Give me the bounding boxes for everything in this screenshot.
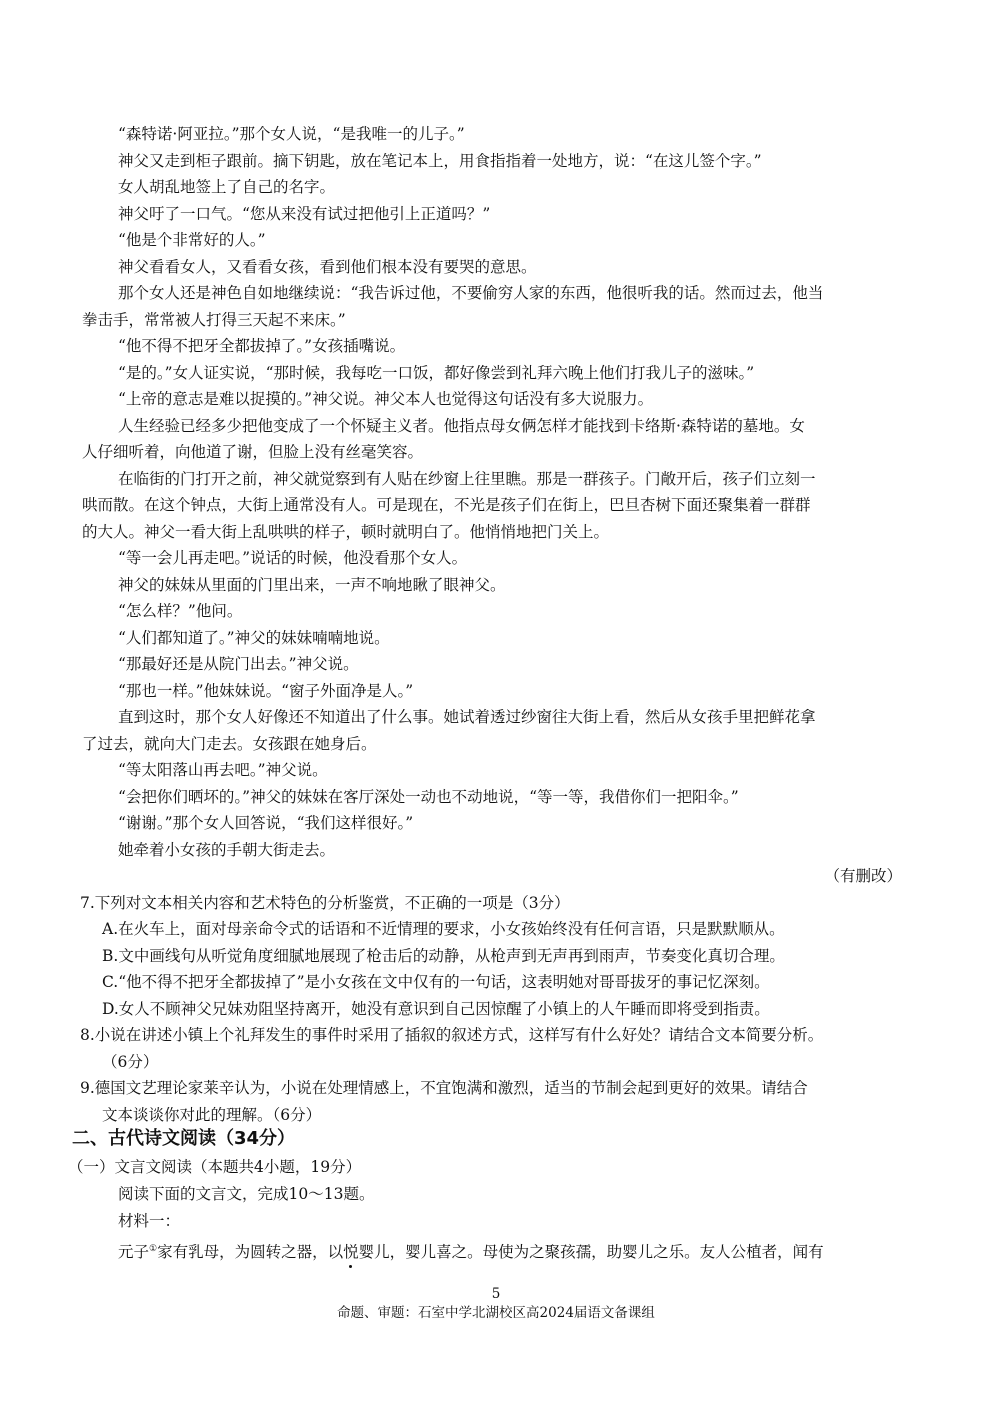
story-line: 拳击手，常常被人打得三天起不来床。” [82,311,346,329]
story-line: 在临街的门打开之前，神父就觉察到有人贴在纱窗上往里瞧。那是一群孩子。门敞开后，孩子们立刻一 [118,470,816,488]
option-d: D.女人不顾神父兄妹劝阻坚持离开，她没有意识到自己因惊醒了小镇上的人午睡而即将受到指责。 [102,1000,770,1018]
question-8-score: （6分） [102,1053,159,1071]
story-line: “怎么样？”他问。 [118,602,243,620]
story-line: “等太阳落山再去吧。”神父说。 [118,761,328,779]
text-segment: 元子 [118,1243,150,1262]
option-b: B.文中画线句从听觉角度细腻地展现了枪击后的动静，从枪声到无声再到雨声，节奏变化真切合理。 [102,947,785,965]
instruction-text: 阅读下面的文言文，完成10～13题。 [118,1185,375,1203]
story-line: 女人胡乱地签上了自己的名字。 [118,178,336,196]
story-line: “是的。”女人证实说，“那时候，我每吃一口饭，都好像尝到礼拜六晚上他们打我儿子的滋味。” [118,364,755,382]
story-line: 神父的妹妹从里面的门里出来，一声不响地瞅了眼神父。 [118,576,506,594]
story-line: 她牵着小女孩的手朝大街走去。 [118,841,336,859]
story-line: 了过去，就向大门走去。女孩跟在她身后。 [82,735,377,753]
story-line: 神父看看女人，又看看女孩，看到他们根本没有要哭的意思。 [118,258,537,276]
question-9: 9.德国文艺理论家莱辛认为，小说在处理情感上，不宜饱满和激烈，适当的节制会起到更好的效果。请结合 [80,1079,808,1097]
story-line: “他是个非常好的人。” [118,231,266,249]
source-note: （有删改） [824,867,902,885]
question-7: 7.下列对文本相关内容和艺术特色的分析鉴赏，不正确的一项是（3分） [80,894,570,912]
option-c: C.“他不得不把牙全都拔掉了”是小女孩在文中仅有的一句话，这表明她对哥哥拔牙的事记忆深刻。 [102,973,770,991]
story-line: “会把你们晒坏的。”神父的妹妹在客厅深处一动也不动地说，“等一等，我借你们一把阳伞。” [118,788,739,806]
footnote-marker: ① [149,1244,158,1254]
classical-text-line [118,1239,824,1262]
story-line: 人生经验已经多少把他变成了一个怀疑主义者。他指点母女俩怎样才能找到卡络斯·森特诺的墓地。女 [118,417,805,435]
story-line: 直到这时，那个女人好像还不知道出了什么事。她试着透过纱窗往大街上看，然后从女孩手里把鲜花拿 [118,708,816,726]
story-line: “那最好还是从院门出去。”神父说。 [118,655,359,673]
story-line: “那也一样。”他妹妹说。“窗子外面净是人。” [118,682,414,700]
page-number: 5 [491,1286,501,1302]
text-segment: 家有乳母，为圆转之器，以 [157,1243,344,1262]
emphasis-char [343,1243,359,1261]
option-a: A.在火车上，面对母亲命令式的话语和不近情理的要求，小女孩始终没有任何言语，只是默默顺从。 [102,920,785,938]
story-line: “人们都知道了。”神父的妹妹喃喃地说。 [118,629,390,647]
story-line: 的大人。神父一看大街上乱哄哄的样子，顿时就明白了。他悄悄地把门关上。 [82,523,610,541]
story-line: “等一会儿再走吧。”说话的时候，他没看那个女人。 [118,549,468,567]
dotted-char: 悦 [343,1243,359,1262]
story-line: 神父又走到柜子跟前。摘下钥匙，放在笔记本上，用食指指着一处地方，说：“在这儿签个字。” [118,152,762,170]
emphasis-dot [349,1265,352,1268]
story-line: 那个女人还是神色自如地继续说：“我告诉过他，不要偷穷人家的东西，他很听我的话。然而过去，他当 [118,284,824,302]
section-heading: 二、古代诗文阅读（34分） [72,1128,296,1149]
text-segment: 婴儿，婴儿喜之。母使为之聚孩孺，助婴儿之乐。友人公植者，闻有 [358,1243,824,1262]
story-line: “上帝的意志是难以捉摸的。”神父说。神父本人也觉得这句话没有多大说服力。 [118,390,654,408]
story-line: “谢谢。”那个女人回答说，“我们这样很好。” [118,814,414,832]
story-line: 人仔细听着，向他道了谢，但脸上没有丝毫笑容。 [82,443,424,461]
story-line: “森特诺·阿亚拉。”那个女人说，“是我唯一的儿子。” [118,125,465,143]
material-label: 材料一： [118,1212,181,1230]
question-8: 8.小说在讲述小镇上个礼拜发生的事件时采用了插叙的叙述方式，这样写有什么好处？请结合文本简要分析。 [80,1026,824,1044]
subsection-heading: （一）文言文阅读（本题共4小题，19分） [68,1158,362,1176]
story-line: 哄而散。在这个钟点，大街上通常没有人。可是现在，不光是孩子们在街上，巴旦杏树下面还聚集着一群群 [82,496,811,514]
question-9-cont: 文本谈谈你对此的理解。（6分） [102,1106,322,1124]
footer-credit: 命题、审题：石室中学北湖校区高2024届语文备课组 [337,1305,655,1321]
story-line: 神父吁了一口气。“您从来没有试过把他引上正道吗？” [118,205,491,223]
story-line: “他不得不把牙全都拔掉了。”女孩插嘴说。 [118,337,406,355]
